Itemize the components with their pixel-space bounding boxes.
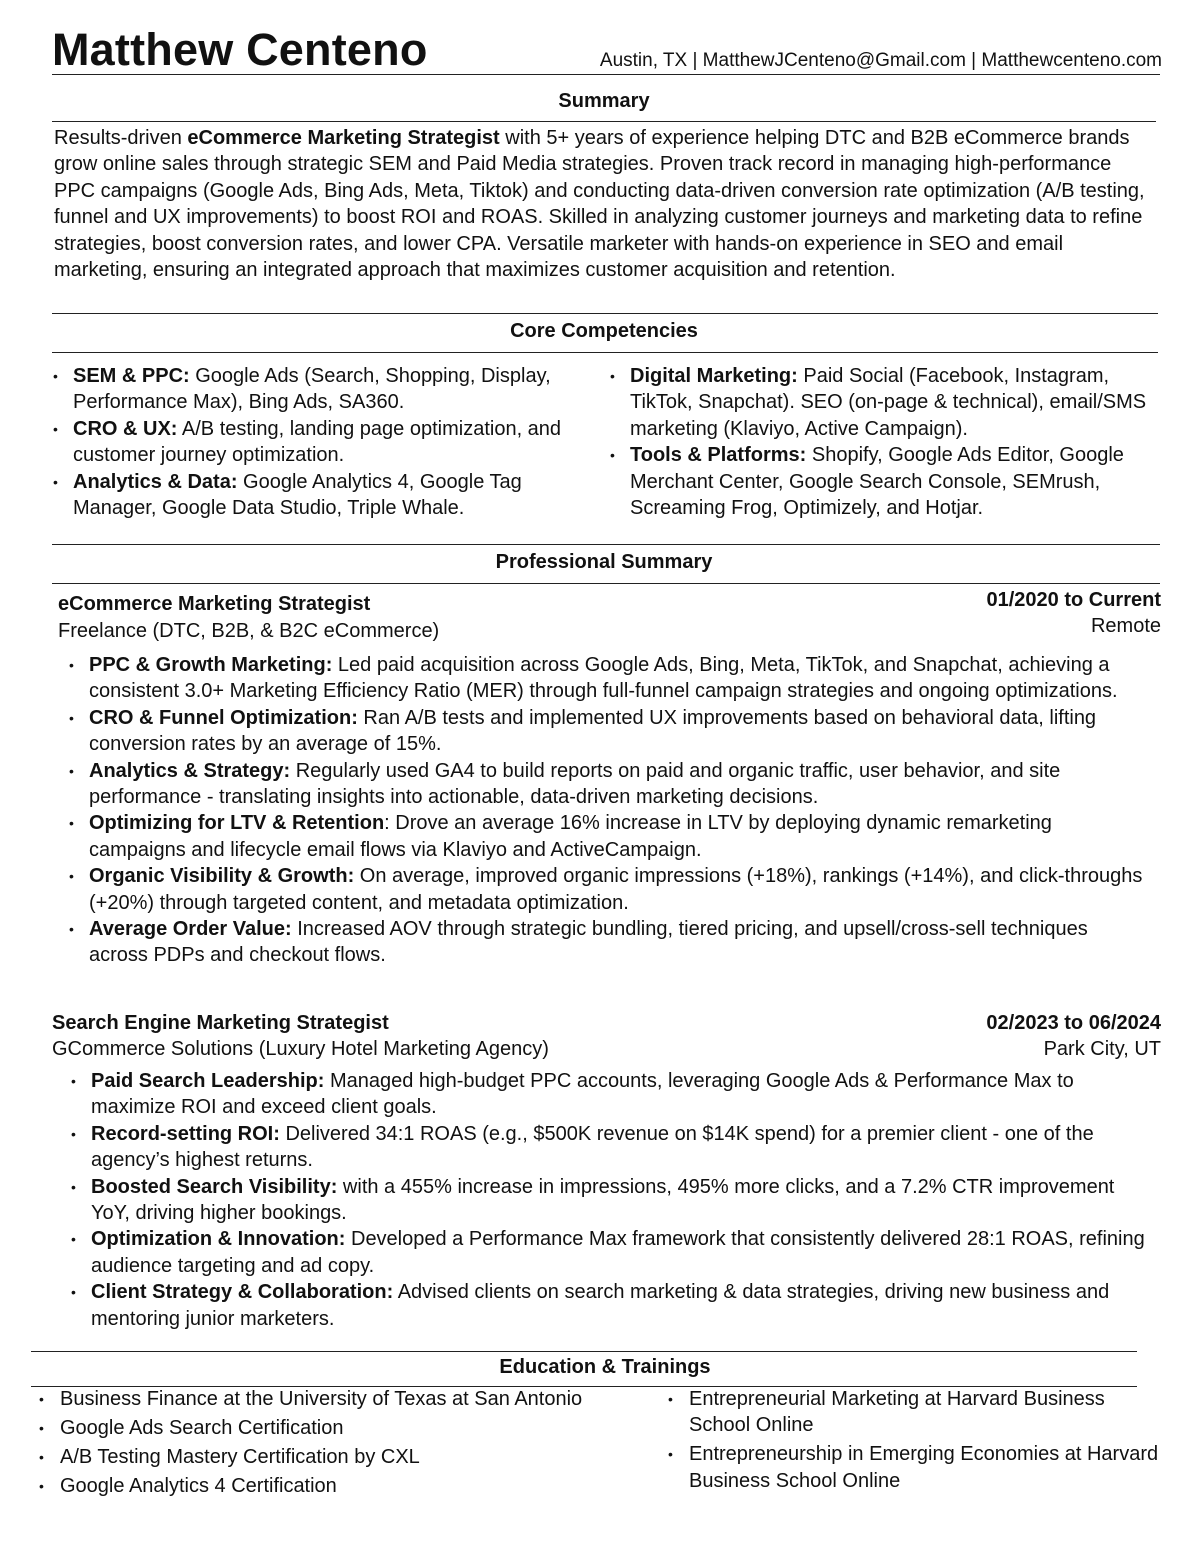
item-label: CRO & Funnel Optimization: bbox=[89, 706, 358, 729]
education-left-list bbox=[32, 1386, 652, 1502]
item-text: Advised clients on search marketing & data strategies, driving new business and mentoring junior marketers. bbox=[91, 1281, 1110, 1330]
list-item bbox=[609, 363, 1160, 442]
resume-header bbox=[52, 22, 1160, 75]
list-item: • A/B Testing Mastery Certification by CXL bbox=[32, 1444, 652, 1470]
list-item bbox=[52, 416, 607, 469]
list-item bbox=[52, 469, 607, 522]
item-label: Analytics & Strategy: bbox=[89, 759, 291, 782]
item-text: with a 455% increase in impressions, 495% more clicks, and a 7.2% CTR improvement YoY, driving higher bookings. bbox=[91, 1175, 1115, 1225]
item-label: Digital Marketing: bbox=[630, 365, 798, 387]
competencies-right-list bbox=[609, 363, 1160, 521]
item-text: Paid Social (Facebook, Instagram, TikTok, Snapchat). SEO (on-page & technical), email/SMS marketing (Klaviyo, Active Campaign). bbox=[630, 365, 1147, 440]
experience-divider bbox=[52, 583, 1160, 584]
item-label: SEM & PPC: bbox=[73, 365, 190, 387]
job-location: Park City, UT bbox=[1043, 1038, 1161, 1060]
list-item bbox=[68, 863, 1148, 916]
job-organization: Freelance (DTC, B2B, & B2C eCommerce) bbox=[58, 620, 440, 642]
item-text: Google Analytics 4, Google Tag Manager, Google Data Studio, Triple Whale. bbox=[73, 470, 522, 520]
item-text: Delivered 34:1 ROAS (e.g., $500K revenue on $14K spend) for a premier client - one of the agency’s highest returns. bbox=[91, 1122, 1094, 1172]
summary-bottom-divider bbox=[52, 313, 1158, 314]
contact-line: Austin, TX | MatthewJCenteno@Gmail.com | Matthewcenteno.com bbox=[599, 50, 1162, 71]
competencies-divider bbox=[52, 352, 1158, 353]
item-text: Regularly used GA4 to build reports on paid and organic traffic, user behavior, and site performance - translating insights into actionable, data-driven marketing decisions. bbox=[89, 759, 1061, 809]
item-text: On average, improved organic impressions (+18%), rankings (+14%), and click-throughs (+20%) through targeted content, and metadata optimization. bbox=[89, 865, 1143, 914]
item-label: Tools & Platforms: bbox=[630, 444, 807, 467]
item-label: CRO & UX: bbox=[73, 417, 178, 440]
item-text: Increased AOV through strategic bundling, tiered pricing, and upsell/cross-sell techniques across PDPs and checkout flows. bbox=[89, 918, 1088, 967]
item-label: Boosted Search Visibility: bbox=[91, 1175, 338, 1198]
list-item bbox=[68, 652, 1148, 705]
summary-top-divider bbox=[52, 121, 1156, 122]
candidate-name: Matthew Centeno bbox=[52, 24, 428, 75]
list-item bbox=[609, 442, 1160, 521]
job-dates: 02/2023 to 06/2024 bbox=[986, 1012, 1161, 1034]
list-item bbox=[52, 363, 607, 416]
competencies-left-list bbox=[52, 363, 607, 521]
list-item bbox=[68, 705, 1148, 758]
list-item: • Business Finance at the University of Texas at San Antonio bbox=[32, 1386, 652, 1412]
list-item: • Google Analytics 4 Certification bbox=[32, 1473, 652, 1499]
job-title: Search Engine Marketing Strategist bbox=[52, 1012, 389, 1034]
summary-lead: Results-driven bbox=[54, 127, 188, 149]
item-text: Shopify, Google Ads Editor, Google Merchant Center, Google Search Console, SEMrush, Screaming Frog, Optimizely, and Hotjar. bbox=[630, 444, 1124, 520]
list-item bbox=[70, 1121, 1148, 1174]
item-text: A/B testing, landing page optimization, and customer journey optimization. bbox=[73, 417, 562, 467]
list-item bbox=[68, 758, 1148, 811]
list-item bbox=[70, 1226, 1148, 1279]
list-item bbox=[70, 1174, 1148, 1227]
item-label: PPC & Growth Marketing: bbox=[89, 654, 333, 676]
item-label: Record-setting ROI: bbox=[91, 1122, 280, 1145]
list-item bbox=[70, 1279, 1148, 1332]
item-text: Led paid acquisition across Google Ads, Bing, Meta, TikTok, and Snapchat, achieving a consistent 3.0+ Marketing Efficiency Ratio (MER) through full-funnel campaign strategies and ongoing optimizations. bbox=[89, 654, 1118, 703]
list-item bbox=[70, 1068, 1148, 1121]
list-item bbox=[68, 810, 1148, 863]
job-organization: GCommerce Solutions (Luxury Hotel Marketing Agency) bbox=[52, 1038, 549, 1060]
experience-heading: Professional Summary bbox=[495, 551, 713, 573]
list-item: • Entrepreneurial Marketing at Harvard Business School Online bbox=[661, 1386, 1161, 1439]
education-right-list bbox=[661, 1386, 1161, 1497]
job-bullets bbox=[70, 1068, 1148, 1332]
item-label: Average Order Value: bbox=[89, 918, 292, 941]
item-text: Google Ads (Search, Shopping, Display, Performance Max), Bing Ads, SA360. bbox=[73, 365, 551, 414]
competencies-bottom-divider bbox=[52, 544, 1160, 545]
item-text: Developed a Performance Max framework that consistently delivered 28:1 ROAS, refining audience targeting and ad copy. bbox=[91, 1228, 1145, 1277]
job-title: eCommerce Marketing Strategist bbox=[58, 593, 371, 615]
item-text: Managed high-budget PPC accounts, leveraging Google Ads & Performance Max to maximize ROI and exceed client goals. bbox=[91, 1070, 1074, 1119]
list-item: • Google Ads Search Certification bbox=[32, 1415, 652, 1441]
education-heading: Education & Trainings bbox=[499, 1356, 711, 1378]
item-label: Organic Visibility & Growth: bbox=[89, 865, 355, 888]
item-label: Client Strategy & Collaboration: bbox=[91, 1281, 394, 1304]
list-item bbox=[68, 916, 1148, 969]
summary-role: eCommerce Marketing Strategist bbox=[187, 127, 500, 149]
item-label: Optimization & Innovation: bbox=[91, 1228, 346, 1251]
item-label: Optimizing for LTV & Retention bbox=[89, 812, 385, 835]
job-bullets bbox=[68, 652, 1148, 969]
item-label: Analytics & Data: bbox=[73, 470, 238, 493]
job-dates: 01/2020 to Current bbox=[986, 589, 1161, 611]
list-item: • Entrepreneurship in Emerging Economies at Harvard Business School Online bbox=[661, 1441, 1161, 1494]
item-label: Paid Search Leadership: bbox=[91, 1070, 325, 1092]
summary-heading: Summary bbox=[558, 90, 650, 112]
item-text: : Drove an average 16% increase in LTV by deploying dynamic remarketing campaigns and lifecycle email flows via Klaviyo and ActiveCampaign. bbox=[89, 812, 1052, 861]
education-top-divider bbox=[31, 1351, 1137, 1352]
item-text: Ran A/B tests and implemented UX improvements based on behavioral data, lifting conversion rates by an average of 15%. bbox=[89, 706, 1097, 756]
competencies-heading: Core Competencies bbox=[510, 320, 698, 342]
job-location: Remote bbox=[1090, 615, 1161, 637]
summary-body: with 5+ years of experience helping DTC and B2B eCommerce brands grow online sales through strategic SEM and Paid Media strategies. Proven track record in managing high-performance PPC campaigns (Google Ads, Bing Ads, Meta, Tiktok) and conducting data-driven conversion rate optimization (A/B testing, funnel and UX improvements) to boost ROI and ROAS. Skilled in analyzing customer journeys and marketing data to refine strategies, boost conversion rates, and lower CPA. Versatile marketer with hands-on experience in SEO and email marketing, ensuring an integrated approach that maximizes customer acquisition and retention. bbox=[54, 127, 1145, 282]
summary-paragraph bbox=[54, 125, 1156, 283]
